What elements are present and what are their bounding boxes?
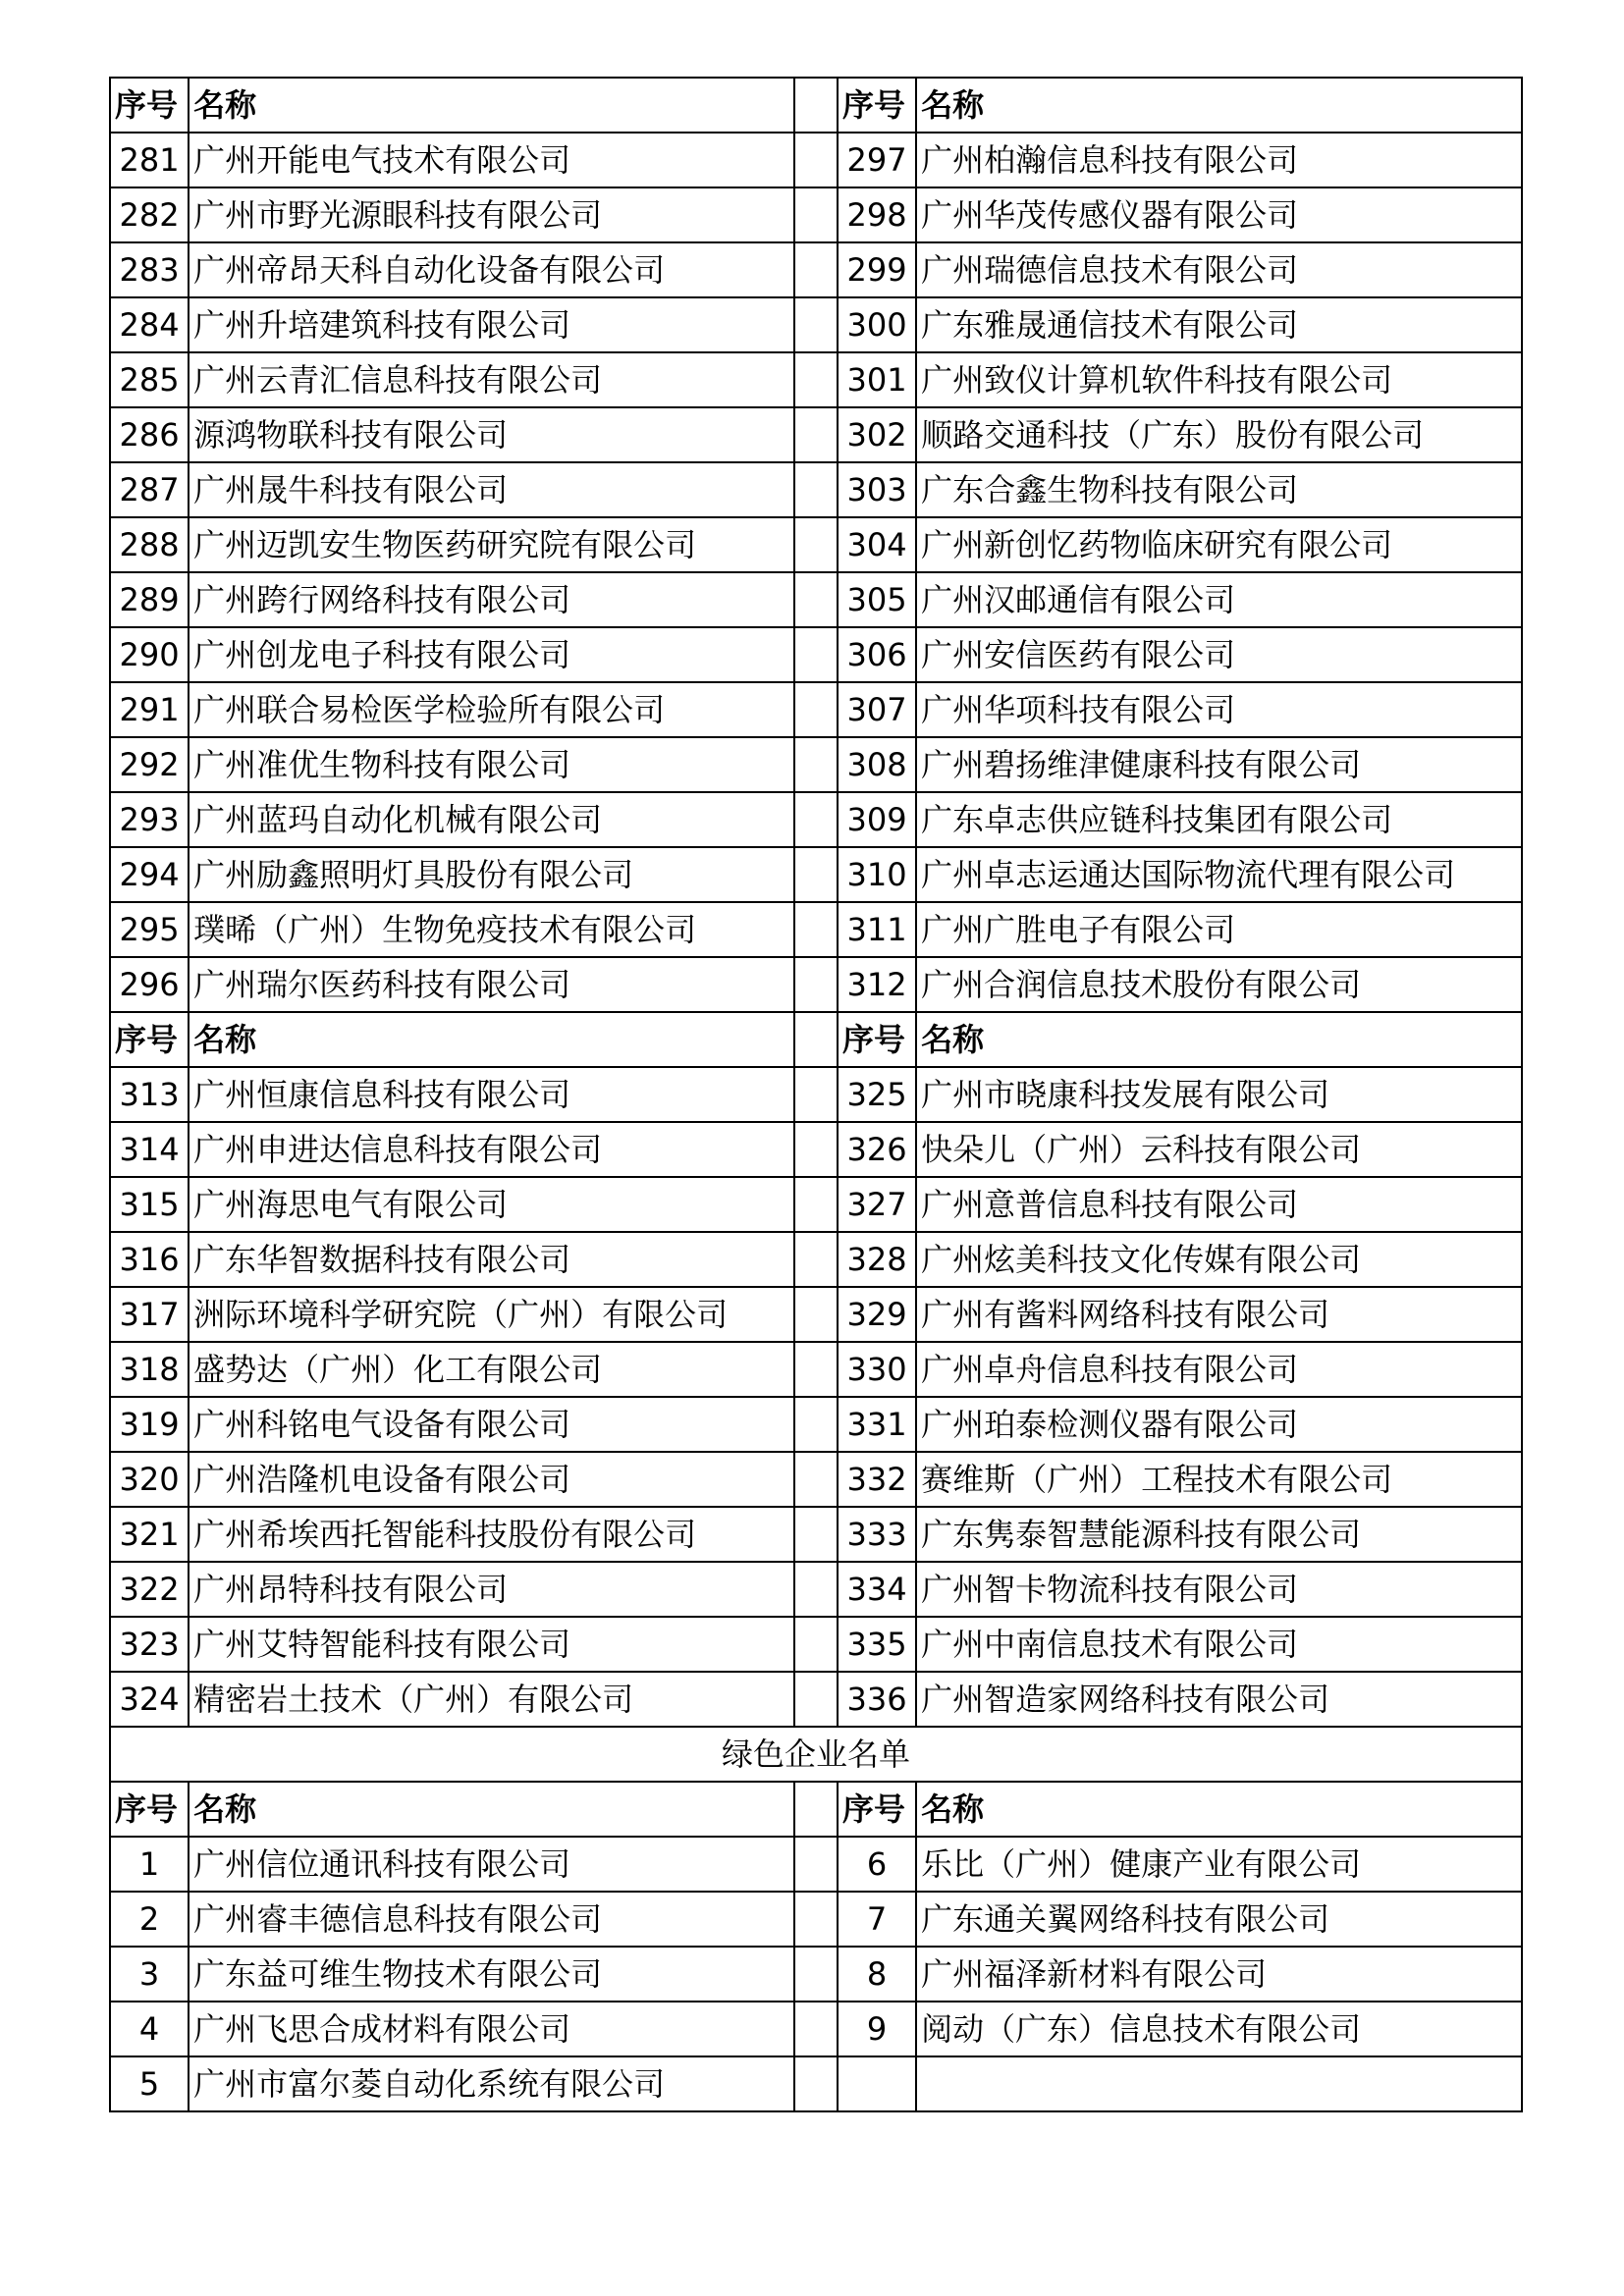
row-number: 287 bbox=[110, 462, 189, 517]
column-divider bbox=[794, 1067, 838, 1122]
row-number: 334 bbox=[838, 1562, 916, 1617]
table-row bbox=[110, 407, 1522, 462]
company-name: 广州飞思合成材料有限公司 bbox=[189, 2002, 794, 2056]
table-row bbox=[110, 1947, 1522, 2002]
row-number: 333 bbox=[838, 1507, 916, 1562]
company-name: 广州汉邮通信有限公司 bbox=[916, 572, 1522, 627]
row-number bbox=[838, 2056, 916, 2111]
column-divider bbox=[794, 1452, 838, 1507]
company-name: 广州跨行网络科技有限公司 bbox=[189, 572, 794, 627]
row-number: 335 bbox=[838, 1617, 916, 1672]
company-name: 洲际环境科学研究院（广州）有限公司 bbox=[189, 1287, 794, 1342]
company-name: 广州励鑫照明灯具股份有限公司 bbox=[189, 847, 794, 902]
table-header-row bbox=[110, 1782, 1522, 1837]
company-name: 广州安信医药有限公司 bbox=[916, 627, 1522, 682]
row-number: 299 bbox=[838, 242, 916, 297]
company-name: 广州广胜电子有限公司 bbox=[916, 902, 1522, 957]
column-divider bbox=[794, 957, 838, 1012]
row-number: 281 bbox=[110, 133, 189, 187]
company-name: 广东合鑫生物科技有限公司 bbox=[916, 462, 1522, 517]
row-number: 290 bbox=[110, 627, 189, 682]
row-number: 323 bbox=[110, 1617, 189, 1672]
company-name: 赛维斯（广州）工程技术有限公司 bbox=[916, 1452, 1522, 1507]
row-number: 315 bbox=[110, 1177, 189, 1232]
row-number: 308 bbox=[838, 737, 916, 792]
company-name: 广州云青汇信息科技有限公司 bbox=[189, 352, 794, 407]
company-name: 精密岩土技术（广州）有限公司 bbox=[189, 1672, 794, 1727]
row-number: 317 bbox=[110, 1287, 189, 1342]
table-row bbox=[110, 1287, 1522, 1342]
company-name: 盛势达（广州）化工有限公司 bbox=[189, 1342, 794, 1397]
row-number: 302 bbox=[838, 407, 916, 462]
company-name: 广州市野光源眼科技有限公司 bbox=[189, 187, 794, 242]
table-row bbox=[110, 297, 1522, 352]
company-name: 璞晞（广州）生物免疫技术有限公司 bbox=[189, 902, 794, 957]
row-number: 328 bbox=[838, 1232, 916, 1287]
row-number: 316 bbox=[110, 1232, 189, 1287]
company-name: 广东隽泰智慧能源科技有限公司 bbox=[916, 1507, 1522, 1562]
row-number: 310 bbox=[838, 847, 916, 902]
company-name: 广州睿丰德信息科技有限公司 bbox=[189, 1892, 794, 1947]
company-name: 乐比（广州）健康产业有限公司 bbox=[916, 1837, 1522, 1892]
header-number: 序号 bbox=[110, 78, 189, 133]
header-number: 序号 bbox=[838, 78, 916, 133]
column-divider bbox=[794, 1342, 838, 1397]
column-divider bbox=[794, 737, 838, 792]
table-row bbox=[110, 133, 1522, 187]
row-number: 295 bbox=[110, 902, 189, 957]
table-row bbox=[110, 1122, 1522, 1177]
company-name: 广州艾特智能科技有限公司 bbox=[189, 1617, 794, 1672]
company-name: 广州准优生物科技有限公司 bbox=[189, 737, 794, 792]
column-divider bbox=[794, 847, 838, 902]
column-divider bbox=[794, 2056, 838, 2111]
company-name: 广东雅晟通信技术有限公司 bbox=[916, 297, 1522, 352]
row-number: 331 bbox=[838, 1397, 916, 1452]
column-divider bbox=[794, 1837, 838, 1892]
company-name: 广州市晓康科技发展有限公司 bbox=[916, 1067, 1522, 1122]
column-divider bbox=[794, 1012, 838, 1067]
company-name: 广州柏瀚信息科技有限公司 bbox=[916, 133, 1522, 187]
table-row bbox=[110, 1617, 1522, 1672]
row-number: 307 bbox=[838, 682, 916, 737]
company-name: 广州升培建筑科技有限公司 bbox=[189, 297, 794, 352]
row-number: 283 bbox=[110, 242, 189, 297]
company-name: 广州碧扬维津健康科技有限公司 bbox=[916, 737, 1522, 792]
company-name: 广州海思电气有限公司 bbox=[189, 1177, 794, 1232]
row-number: 324 bbox=[110, 1672, 189, 1727]
company-name: 广州新创忆药物临床研究有限公司 bbox=[916, 517, 1522, 572]
table-row bbox=[110, 957, 1522, 1012]
green-enterprise-section-title: 绿色企业名单 bbox=[110, 1727, 1522, 1782]
header-number: 序号 bbox=[110, 1012, 189, 1067]
column-divider bbox=[794, 1947, 838, 2002]
company-name: 广州市富尔菱自动化系统有限公司 bbox=[189, 2056, 794, 2111]
company-name: 广州晟牛科技有限公司 bbox=[189, 462, 794, 517]
table-row bbox=[110, 1342, 1522, 1397]
row-number: 288 bbox=[110, 517, 189, 572]
table-body bbox=[110, 78, 1522, 2111]
table-row bbox=[110, 1837, 1522, 1892]
table-row bbox=[110, 847, 1522, 902]
company-name: 广州智卡物流科技有限公司 bbox=[916, 1562, 1522, 1617]
company-name: 广州科铭电气设备有限公司 bbox=[189, 1397, 794, 1452]
company-name: 广州有酱料网络科技有限公司 bbox=[916, 1287, 1522, 1342]
table-row bbox=[110, 242, 1522, 297]
header-name: 名称 bbox=[916, 1782, 1522, 1837]
row-number: 2 bbox=[110, 1892, 189, 1947]
row-number: 7 bbox=[838, 1892, 916, 1947]
row-number: 4 bbox=[110, 2002, 189, 2056]
row-number: 325 bbox=[838, 1067, 916, 1122]
table-row bbox=[110, 1562, 1522, 1617]
row-number: 330 bbox=[838, 1342, 916, 1397]
company-name: 广州蓝玛自动化机械有限公司 bbox=[189, 792, 794, 847]
company-name: 源鸿物联科技有限公司 bbox=[189, 407, 794, 462]
row-number: 321 bbox=[110, 1507, 189, 1562]
company-name: 广州开能电气技术有限公司 bbox=[189, 133, 794, 187]
column-divider bbox=[794, 352, 838, 407]
company-name: 广州迈凯安生物医药研究院有限公司 bbox=[189, 517, 794, 572]
company-name: 广州申进达信息科技有限公司 bbox=[189, 1122, 794, 1177]
company-name: 广州联合易检医学检验所有限公司 bbox=[189, 682, 794, 737]
row-number: 304 bbox=[838, 517, 916, 572]
table-row bbox=[110, 792, 1522, 847]
column-divider bbox=[794, 627, 838, 682]
header-number: 序号 bbox=[838, 1782, 916, 1837]
company-name: 广州福泽新材料有限公司 bbox=[916, 1947, 1522, 2002]
table-row bbox=[110, 517, 1522, 572]
header-name: 名称 bbox=[916, 1012, 1522, 1067]
table-row bbox=[110, 1507, 1522, 1562]
row-number: 314 bbox=[110, 1122, 189, 1177]
column-divider bbox=[794, 1617, 838, 1672]
company-name bbox=[916, 2056, 1522, 2111]
company-name: 广东益可维生物技术有限公司 bbox=[189, 1947, 794, 2002]
table-row bbox=[110, 737, 1522, 792]
row-number: 309 bbox=[838, 792, 916, 847]
column-divider bbox=[794, 242, 838, 297]
row-number: 294 bbox=[110, 847, 189, 902]
column-divider bbox=[794, 1397, 838, 1452]
column-divider bbox=[794, 792, 838, 847]
table-header-row bbox=[110, 78, 1522, 133]
table-row bbox=[110, 1067, 1522, 1122]
header-name: 名称 bbox=[189, 78, 794, 133]
column-divider bbox=[794, 682, 838, 737]
row-number: 8 bbox=[838, 1947, 916, 2002]
table-row bbox=[110, 1452, 1522, 1507]
company-list-table bbox=[109, 77, 1523, 2112]
company-name: 阅动（广东）信息技术有限公司 bbox=[916, 2002, 1522, 2056]
row-number: 292 bbox=[110, 737, 189, 792]
column-divider bbox=[794, 78, 838, 133]
table-row bbox=[110, 902, 1522, 957]
company-name: 广州华茂传感仪器有限公司 bbox=[916, 187, 1522, 242]
table-row bbox=[110, 572, 1522, 627]
header-name: 名称 bbox=[189, 1012, 794, 1067]
row-number: 284 bbox=[110, 297, 189, 352]
row-number: 285 bbox=[110, 352, 189, 407]
company-name: 顺路交通科技（广东）股份有限公司 bbox=[916, 407, 1522, 462]
column-divider bbox=[794, 462, 838, 517]
column-divider bbox=[794, 1287, 838, 1342]
row-number: 298 bbox=[838, 187, 916, 242]
column-divider bbox=[794, 407, 838, 462]
column-divider bbox=[794, 1122, 838, 1177]
row-number: 326 bbox=[838, 1122, 916, 1177]
row-number: 311 bbox=[838, 902, 916, 957]
column-divider bbox=[794, 2002, 838, 2056]
table-header-row bbox=[110, 1012, 1522, 1067]
column-divider bbox=[794, 1672, 838, 1727]
column-divider bbox=[794, 1782, 838, 1837]
row-number: 332 bbox=[838, 1452, 916, 1507]
company-name: 广州华项科技有限公司 bbox=[916, 682, 1522, 737]
row-number: 282 bbox=[110, 187, 189, 242]
column-divider bbox=[794, 1177, 838, 1232]
table-row bbox=[110, 187, 1522, 242]
column-divider bbox=[794, 572, 838, 627]
row-number: 336 bbox=[838, 1672, 916, 1727]
table-row bbox=[110, 627, 1522, 682]
row-number: 3 bbox=[110, 1947, 189, 2002]
company-name: 广州恒康信息科技有限公司 bbox=[189, 1067, 794, 1122]
table-row bbox=[110, 1672, 1522, 1727]
row-number: 320 bbox=[110, 1452, 189, 1507]
row-number: 5 bbox=[110, 2056, 189, 2111]
company-name: 广州合润信息技术股份有限公司 bbox=[916, 957, 1522, 1012]
company-name: 快朵儿（广州）云科技有限公司 bbox=[916, 1122, 1522, 1177]
company-name: 广州瑞尔医药科技有限公司 bbox=[189, 957, 794, 1012]
section-title-row bbox=[110, 1727, 1522, 1782]
company-name: 广州浩隆机电设备有限公司 bbox=[189, 1452, 794, 1507]
company-name: 广东通关翼网络科技有限公司 bbox=[916, 1892, 1522, 1947]
company-name: 广州信位通讯科技有限公司 bbox=[189, 1837, 794, 1892]
table-row bbox=[110, 1892, 1522, 1947]
row-number: 291 bbox=[110, 682, 189, 737]
row-number: 322 bbox=[110, 1562, 189, 1617]
company-name: 广州智造家网络科技有限公司 bbox=[916, 1672, 1522, 1727]
header-number: 序号 bbox=[838, 1012, 916, 1067]
column-divider bbox=[794, 1507, 838, 1562]
column-divider bbox=[794, 297, 838, 352]
company-name: 广州卓舟信息科技有限公司 bbox=[916, 1342, 1522, 1397]
row-number: 9 bbox=[838, 2002, 916, 2056]
header-number: 序号 bbox=[110, 1782, 189, 1837]
column-divider bbox=[794, 1232, 838, 1287]
column-divider bbox=[794, 187, 838, 242]
column-divider bbox=[794, 133, 838, 187]
header-name: 名称 bbox=[189, 1782, 794, 1837]
column-divider bbox=[794, 1892, 838, 1947]
row-number: 327 bbox=[838, 1177, 916, 1232]
company-name: 广东华智数据科技有限公司 bbox=[189, 1232, 794, 1287]
company-name: 广州意普信息科技有限公司 bbox=[916, 1177, 1522, 1232]
row-number: 312 bbox=[838, 957, 916, 1012]
table-row bbox=[110, 1232, 1522, 1287]
row-number: 318 bbox=[110, 1342, 189, 1397]
row-number: 297 bbox=[838, 133, 916, 187]
company-name: 广州致仪计算机软件科技有限公司 bbox=[916, 352, 1522, 407]
column-divider bbox=[794, 902, 838, 957]
row-number: 6 bbox=[838, 1837, 916, 1892]
row-number: 293 bbox=[110, 792, 189, 847]
column-divider bbox=[794, 517, 838, 572]
row-number: 286 bbox=[110, 407, 189, 462]
row-number: 1 bbox=[110, 1837, 189, 1892]
table-row bbox=[110, 682, 1522, 737]
row-number: 301 bbox=[838, 352, 916, 407]
company-name: 广州瑞德信息技术有限公司 bbox=[916, 242, 1522, 297]
row-number: 306 bbox=[838, 627, 916, 682]
table-row bbox=[110, 2002, 1522, 2056]
row-number: 300 bbox=[838, 297, 916, 352]
company-name: 广州中南信息技术有限公司 bbox=[916, 1617, 1522, 1672]
table-row bbox=[110, 352, 1522, 407]
table-row bbox=[110, 1177, 1522, 1232]
company-name: 广州创龙电子科技有限公司 bbox=[189, 627, 794, 682]
company-name: 广州帝昂天科自动化设备有限公司 bbox=[189, 242, 794, 297]
table-row bbox=[110, 2056, 1522, 2111]
header-name: 名称 bbox=[916, 78, 1522, 133]
row-number: 303 bbox=[838, 462, 916, 517]
table-row bbox=[110, 1397, 1522, 1452]
company-name: 广州昂特科技有限公司 bbox=[189, 1562, 794, 1617]
row-number: 289 bbox=[110, 572, 189, 627]
row-number: 305 bbox=[838, 572, 916, 627]
table-row bbox=[110, 462, 1522, 517]
company-name: 广州珀泰检测仪器有限公司 bbox=[916, 1397, 1522, 1452]
row-number: 319 bbox=[110, 1397, 189, 1452]
column-divider bbox=[794, 1562, 838, 1617]
company-name: 广州炫美科技文化传媒有限公司 bbox=[916, 1232, 1522, 1287]
row-number: 329 bbox=[838, 1287, 916, 1342]
row-number: 296 bbox=[110, 957, 189, 1012]
row-number: 313 bbox=[110, 1067, 189, 1122]
company-name: 广州卓志运通达国际物流代理有限公司 bbox=[916, 847, 1522, 902]
company-name: 广东卓志供应链科技集团有限公司 bbox=[916, 792, 1522, 847]
company-name: 广州希埃西托智能科技股份有限公司 bbox=[189, 1507, 794, 1562]
